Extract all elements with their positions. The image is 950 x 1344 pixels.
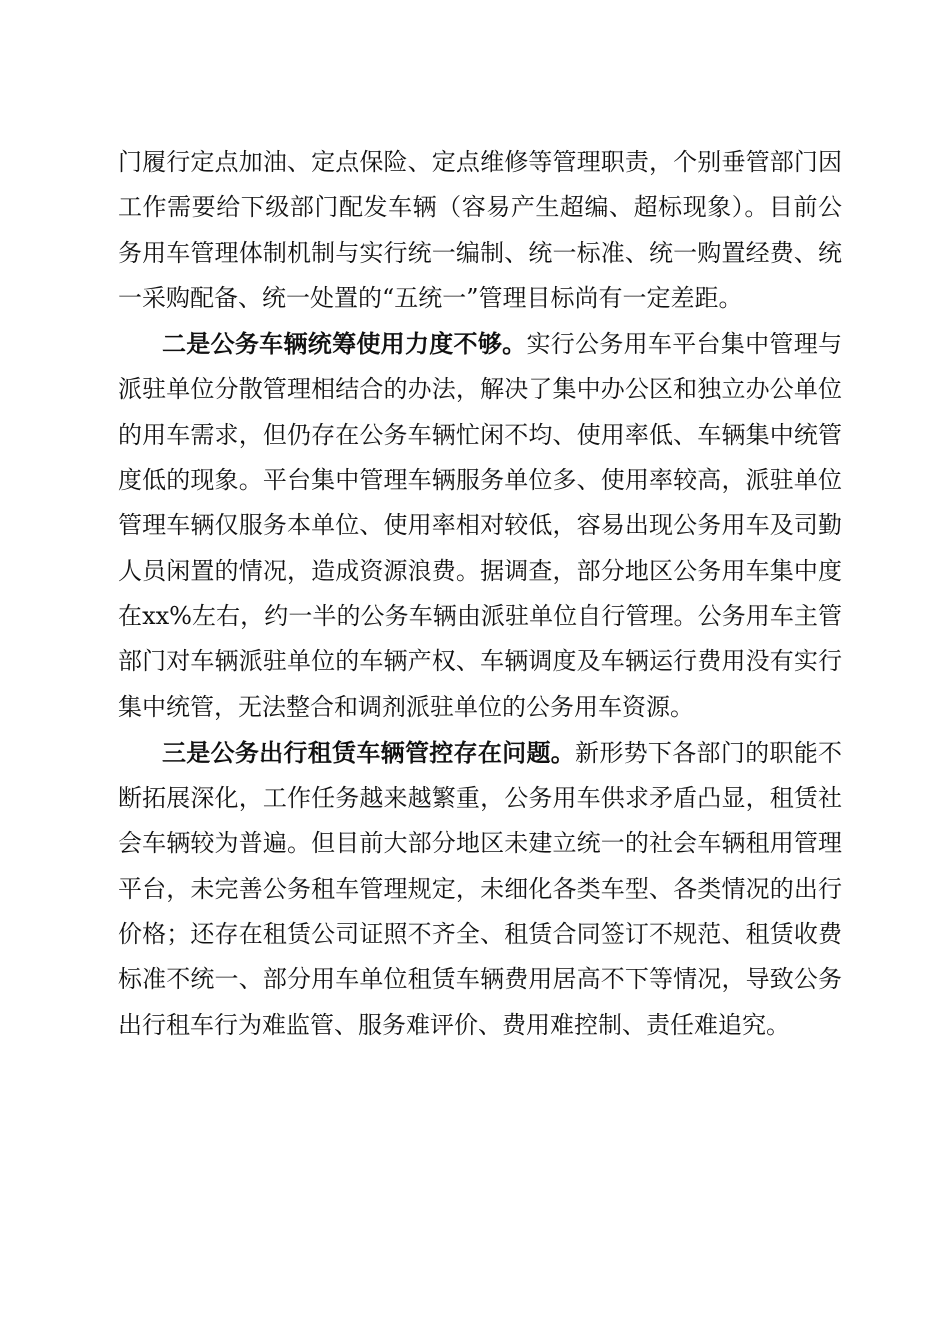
paragraph-text: 新形势下各部门的职能不断拓展深化，工作任务越来越繁重，公务用车供求矛盾凸显，租赁社会车辆较为普遍。但目前大部分地区未建立统一的社会车辆租用管理平台，未完善公务租车管理规定，未细化各类车型、各类情况的出行价格；还存在租赁公司证照不齐全、租赁合同签订不规范、租赁收费标准不统一、部分用车单位租赁车辆费用居高不下等情况，导致公务出行租车行为难监管、服务难评价、费用难控制、责任难追究。 [118,738,843,1039]
paragraph-lead: 三是公务出行租赁车辆管控存在问题。 [162,737,576,767]
paragraph-continuation [118,140,842,321]
paragraph-rental-control [118,730,842,1048]
paragraph-text: 实行公务用车平台集中管理与派驻单位分散管理相结合的办法，解决了集中办公区和独立办公单位的用车需求，但仍存在公务车辆忙闲不均、使用率低、车辆集中统管度低的现象。平台集中管理车辆服务单位多、使用率较高，派驻单位管理车辆仅服务本单位、使用率相对较低，容易出现公务用车及司勤人员闲置的情况，造成资源浪费。据调查，部分地区公务用车集中度在xx%左右，约一半的公务车辆由派驻单位自行管理。公务用车主管部门对车辆派驻单位的车辆产权、车辆调度及车辆运行费用没有实行集中统管，无法整合和调剂派驻单位的公务用车资源。 [118,330,843,721]
paragraph-vehicle-coordination [118,321,842,730]
paragraph-lead: 二是公务车辆统筹使用力度不够。 [162,329,527,359]
paragraph-text: 门履行定点加油、定点保险、定点维修等管理职责，个别垂管部门因工作需要给下级部门配发车辆（容易产生超编、超标现象）。目前公务用车管理体制机制与实行统一编制、统一标准、统一购置经费、统一采购配备、统一处置的“五统一”管理目标尚有一定差距。 [118,148,842,312]
document-body [118,140,842,1048]
